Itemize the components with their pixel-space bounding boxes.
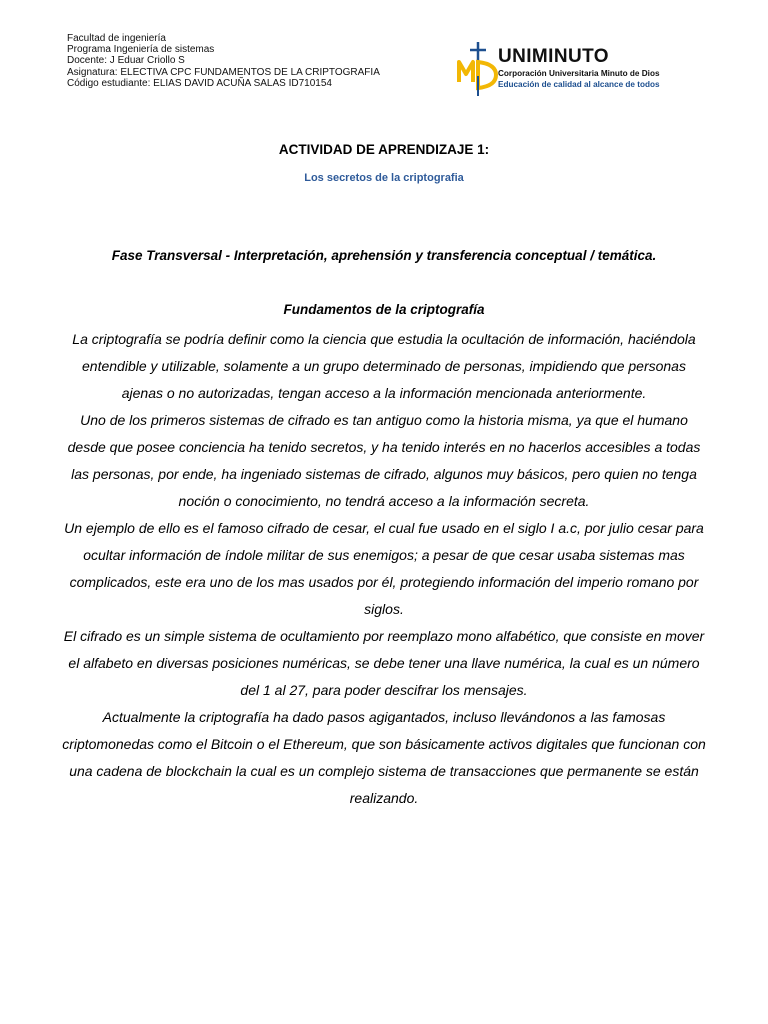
document-body [60,326,708,812]
student-code-line: Código estudiante: ELIAS DAVID ACUÑA SALAS ID710154 [67,77,332,89]
teacher-line: Docente: J Eduar Criollo S [67,55,185,67]
logo-slogan: Educación de calidad al alcance de todos [498,80,660,89]
paragraph-history: Uno de los primeros sistemas de cifrado es tan antiguo como la historia misma, ya que el humano desde que posee conciencia ha tenido secretos, y ha tenido interés en no hacerlos accesibles a todas las personas, por ende, ha ingeniado sistemas de cifrado, algunos muy básicos, pero quien no tenga noción o conocimiento, no tendrá acceso a la información secreta. [67,412,701,509]
subject-line: Asignatura: ELECTIVA CPC FUNDAMENTOS DE LA CRIPTOGRAFIA [67,66,380,78]
paragraph-cryptocurrency: Actualmente la criptografía ha dado pasos agigantados, incluso llevándonos a las famosas criptomonedas como el Bitcoin o el Ethereum, que son básicamente activos digitales que funcionan con una cadena de blockchain la cual es un complejo sistema de transacciones que permanente se están realizando. [62,709,706,806]
logo-institution: Corporación Universitaria Minuto de Dios [498,69,660,78]
phase-heading: Fase Transversal - Interpretación, aprehensión y transferencia conceptual / temática. [111,248,657,263]
paragraph-substitution: El cifrado es un simple sistema de ocultamiento por reemplazo mono alfabético, que consiste en mover el alfabeto en diversas posiciones numéricas, se debe tener una llave numérica, la cual es un número del 1 al 27, para poder descifrar los mensajes. [63,628,705,698]
activity-subtitle: Los secretos de la criptografia [304,172,464,184]
logo-name: UNIMINUTO [498,46,609,67]
paragraph-caesar-example: Un ejemplo de ello es el famoso cifrado de cesar, el cual fue usado en el siglo I a.c, por julio cesar para ocultar información de índole militar de sus enemigos; a pesar de que cesar usaba sistemas mas complicados, este era uno de los mas usados por él, protegiendo información del imperio romano por siglos. [64,520,704,617]
paragraph-definition: La criptografía se podría definir como la ciencia que estudia la ocultación de información, haciéndola entendible y utilizable, solamente a un grupo determinado de personas, impidiendo que personas ajenas o no autorizadas, tengan acceso a la información mencionada anteriormente. [72,331,696,401]
uniminuto-logo [456,40,661,98]
faculty-line: Facultad de ingeniería [67,33,166,44]
program-line: Programa Ingeniería de sistemas [67,44,215,56]
section-heading: Fundamentos de la criptografía [283,302,485,317]
header-info [67,33,380,89]
md-emblem-icon [456,40,498,98]
activity-title: ACTIVIDAD DE APRENDIZAJE 1: [278,142,490,157]
